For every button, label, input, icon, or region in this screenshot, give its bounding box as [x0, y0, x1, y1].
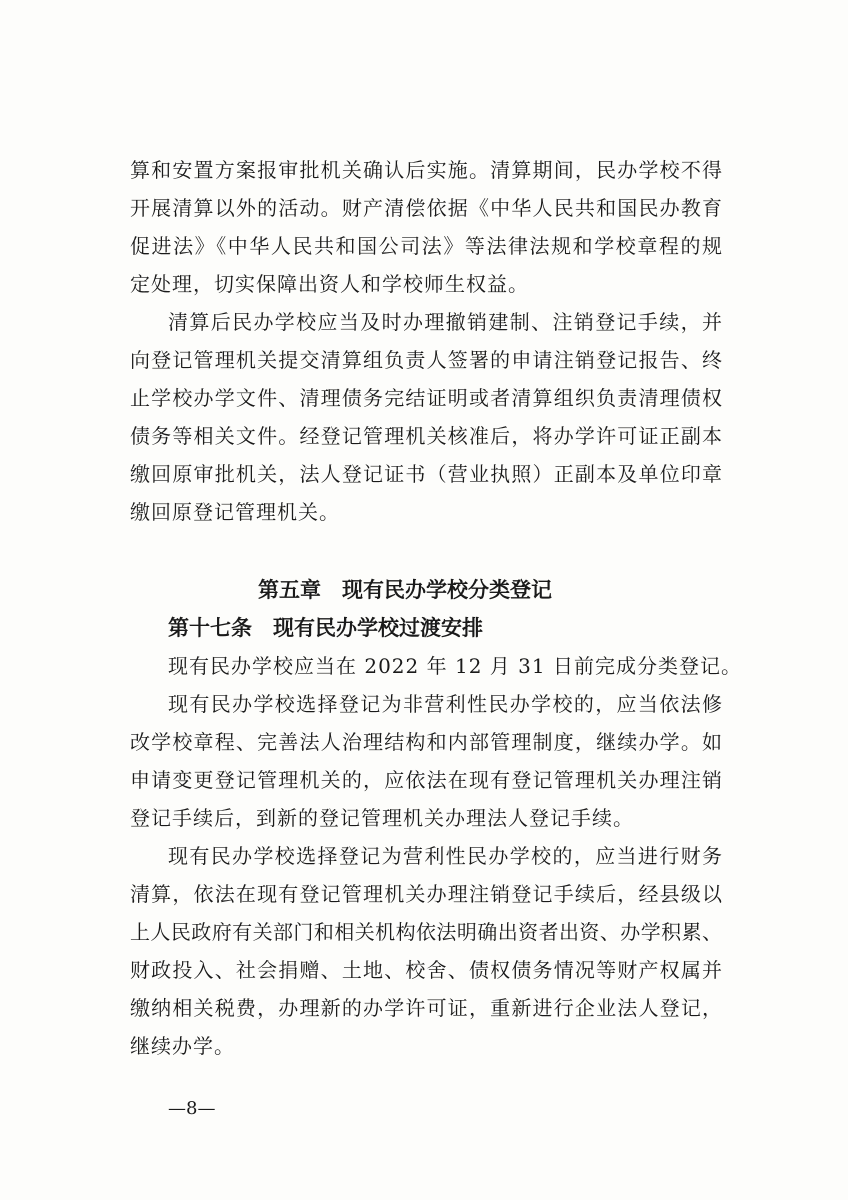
text-line: 止学校办学文件、清理债务完结证明或者清算组织负责清理债权: [130, 386, 722, 410]
text-line: 现有民办学校选择登记为营利性民办学校的，应当进行财务: [168, 844, 722, 868]
text-line: 改学校章程、完善法人治理结构和内部管理制度，继续办学。如: [130, 730, 722, 754]
text-line: 清算后民办学校应当及时办理撤销建制、注销登记手续，并: [168, 310, 722, 334]
text-line: 上人民政府有关部门和相关机构依法明确出资者出资、办学积累、: [130, 920, 722, 944]
text-line: 现有民办学校选择登记为非营利性民办学校的，应当依法修: [168, 692, 722, 716]
text-line: 促进法》《中华人民共和国公司法》等法律法规和学校章程的规: [130, 234, 722, 258]
text-line: 现有民办学校应当在 2022 年 12 月 31 日前完成分类登记。: [168, 654, 742, 678]
text-line: 定处理，切实保障出资人和学校师生权益。: [130, 272, 529, 296]
text-line: 登记手续后，到新的登记管理机关办理法人登记手续。: [130, 806, 634, 830]
text-line: 债务等相关文件。经登记管理机关核准后，将办学许可证正副本: [130, 424, 722, 448]
text-line: 清算，依法在现有登记管理机关办理注销登记手续后，经县级以: [130, 882, 722, 906]
text-line: 算和安置方案报审批机关确认后实施。清算期间，民办学校不得: [130, 158, 722, 182]
article-heading: 第十七条 现有民办学校过渡安排: [168, 616, 483, 640]
text-line: 缴回原登记管理机关。: [130, 500, 340, 524]
text-line: 继续办学。: [130, 1034, 235, 1058]
text-line: 开展清算以外的活动。财产清偿依据《中华人民共和国民办教育: [130, 196, 722, 220]
page-number: —8—: [168, 1098, 216, 1119]
text-line: 缴回原审批机关，法人登记证书（营业执照）正副本及单位印章: [130, 462, 722, 486]
text-line: 财政投入、社会捐赠、土地、校舍、债权债务情况等财产权属并: [130, 958, 722, 982]
text-line: 申请变更登记管理机关的，应依法在现有登记管理机关办理注销: [130, 768, 722, 792]
text-line: 缴纳相关税费，办理新的办学许可证，重新进行企业法人登记，: [130, 996, 722, 1020]
text-line: 向登记管理机关提交清算组负责人签署的申请注销登记报告、终: [130, 348, 722, 372]
chapter-heading: 第五章 现有民办学校分类登记: [258, 578, 552, 602]
